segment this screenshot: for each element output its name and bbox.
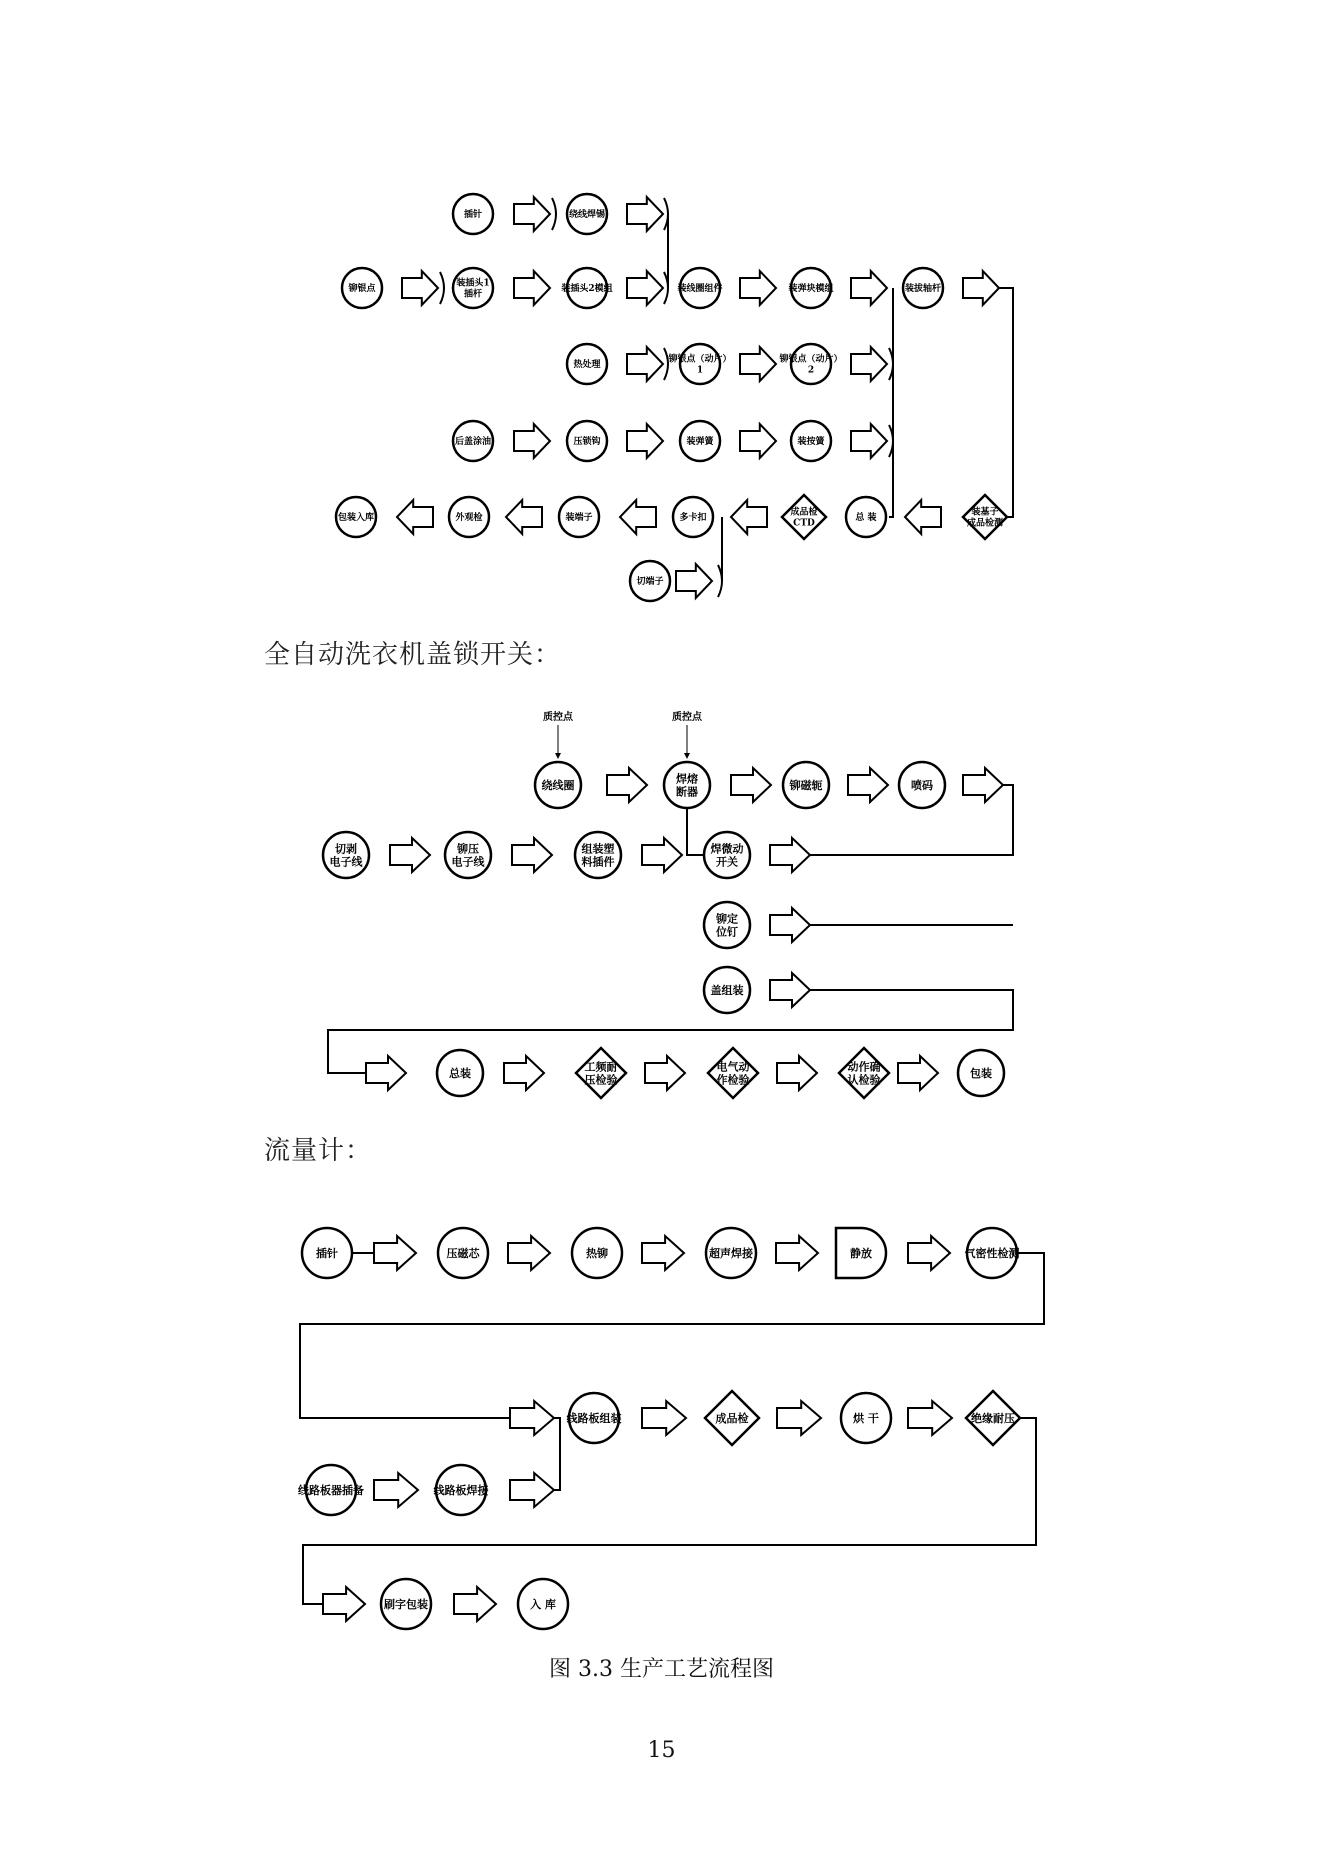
node-label: 装按簧 xyxy=(797,437,825,448)
flow-arrow xyxy=(963,271,999,305)
page-number: 15 xyxy=(647,1738,676,1763)
node-label: 铆银点（动片） xyxy=(779,354,843,365)
flow-arrow xyxy=(776,1236,818,1270)
flow-arrow xyxy=(898,1056,938,1090)
node-label: 开关 xyxy=(716,855,738,869)
flow-arrow xyxy=(642,1401,686,1435)
flow-arrow xyxy=(506,500,542,534)
process-node-k5 xyxy=(958,1050,1004,1096)
flow-arrow xyxy=(514,424,550,458)
flow-arrow xyxy=(848,768,888,802)
node-label: 位钉 xyxy=(716,925,738,939)
node-label: 切端子 xyxy=(636,577,664,588)
process-node-m3 xyxy=(572,1228,622,1278)
process-node-b1 xyxy=(342,268,382,308)
node-label: 电气动 xyxy=(716,1060,750,1074)
process-node-b4 xyxy=(677,268,722,308)
flow-arrow xyxy=(514,271,550,305)
node-label: 超声焊接 xyxy=(709,1246,753,1260)
node-label: 总 装 xyxy=(855,513,877,524)
process-node-q2 xyxy=(518,1579,568,1629)
process-node-k4 xyxy=(839,1048,889,1098)
node-label: 多卡扣 xyxy=(679,513,707,524)
flow-arrow xyxy=(740,424,776,458)
node-label: 断器 xyxy=(676,785,698,799)
flow-arrow xyxy=(777,1401,821,1435)
node-label: CTD xyxy=(793,518,815,529)
process-node-k2 xyxy=(576,1048,626,1098)
process-node-h4 xyxy=(704,832,750,878)
process-node-e2 xyxy=(449,497,489,537)
node-label: 焊熔 xyxy=(676,772,698,786)
process-node-g4 xyxy=(899,762,945,808)
merge-bracket xyxy=(664,348,668,380)
flow-arrow xyxy=(620,500,656,534)
node-label: 压磁芯 xyxy=(446,1246,480,1260)
process-node-e3 xyxy=(559,497,599,537)
node-label: 切剥 xyxy=(335,842,357,856)
flow-arrow xyxy=(374,1473,418,1507)
process-node-e7 xyxy=(963,495,1007,539)
node-label: 成品检 xyxy=(715,1411,749,1425)
flow-arrow xyxy=(770,908,810,942)
flow-arrow xyxy=(323,1587,365,1621)
flow-arrow xyxy=(512,838,552,872)
flow-arrow xyxy=(366,1056,406,1090)
process-node-k1 xyxy=(437,1050,483,1096)
process-node-i1 xyxy=(704,902,750,948)
flow-arrow xyxy=(607,768,647,802)
process-node-h2 xyxy=(445,832,491,878)
flow-arrow xyxy=(397,500,433,534)
flow-arrow xyxy=(390,838,430,872)
node-label: 后盖涂油 xyxy=(454,437,492,448)
node-label: 包装入库 xyxy=(337,513,375,524)
process-node-d3 xyxy=(680,421,720,461)
node-label: 装端子 xyxy=(565,513,593,524)
node-label: 装插头1 xyxy=(456,278,490,289)
flow-arrow xyxy=(905,500,941,534)
node-label: 盖组装 xyxy=(710,983,744,997)
node-label: 2 xyxy=(807,365,815,376)
process-node-b2 xyxy=(453,268,493,308)
merge-bracket xyxy=(440,272,444,304)
node-label: 装线圈组件 xyxy=(677,284,723,295)
node-label: 电子线 xyxy=(329,855,363,869)
node-label: 线路板焊接 xyxy=(433,1483,489,1497)
node-label: 成品检测 xyxy=(966,518,1004,529)
process-node-n4 xyxy=(966,1391,1020,1445)
process-node-e5 xyxy=(782,495,826,539)
flow-arrow xyxy=(676,564,712,598)
node-label: 铆定 xyxy=(716,912,738,926)
node-label: 外观检 xyxy=(455,513,483,524)
flow-arrow xyxy=(504,1056,544,1090)
node-label: 铆银点 xyxy=(348,284,376,295)
flow-arrow xyxy=(508,1236,550,1270)
node-label: 包装 xyxy=(970,1066,992,1080)
process-node-m2 xyxy=(438,1228,488,1278)
process-node-g2 xyxy=(664,762,710,808)
flow-arrow xyxy=(454,1587,496,1621)
node-label: 热铆 xyxy=(586,1246,608,1260)
flow-arrow xyxy=(963,768,1003,802)
figure-caption: 图 3.3 生产工艺流程图 xyxy=(549,1657,774,1682)
node-label: 喷码 xyxy=(911,778,933,792)
section-heading-flowmeter: 流量计： xyxy=(264,1136,373,1166)
process-node-n1 xyxy=(567,1393,622,1443)
process-node-f1 xyxy=(630,561,670,601)
flow-arrow xyxy=(627,347,663,381)
node-label: 绝缘耐压 xyxy=(971,1411,1015,1425)
merge-bracket xyxy=(552,198,556,230)
process-node-c1 xyxy=(567,344,607,384)
process-node-m6 xyxy=(965,1228,1020,1278)
node-label: 装弹块模组 xyxy=(788,284,834,295)
node-label: 动作确 xyxy=(847,1060,881,1074)
process-node-d1 xyxy=(453,421,493,461)
flow-arrow xyxy=(740,271,776,305)
process-node-d4 xyxy=(791,421,831,461)
node-label: 插针 xyxy=(316,1246,338,1260)
flow-arrow xyxy=(510,1473,554,1507)
flow-arrow xyxy=(770,838,810,872)
process-node-n2 xyxy=(705,1391,759,1445)
node-label: 热处理 xyxy=(573,360,601,371)
node-label: 压检验 xyxy=(584,1073,618,1087)
node-label: 铆磁轭 xyxy=(789,778,823,792)
node-label: 成品检 xyxy=(790,507,818,518)
flow-arrow xyxy=(908,1236,950,1270)
node-label: 线路板组装 xyxy=(566,1411,622,1425)
process-node-a2 xyxy=(567,194,607,234)
flow-arrow xyxy=(645,1056,685,1090)
node-label: 压锁钩 xyxy=(573,437,601,448)
process-node-d2 xyxy=(567,421,607,461)
node-label: 铆压 xyxy=(457,842,479,856)
control-point-label: 质控点 xyxy=(543,712,573,723)
flow-arrow xyxy=(731,768,771,802)
node-label: 作检验 xyxy=(716,1073,750,1087)
node-label: 焊微动 xyxy=(710,842,744,856)
process-node-b3 xyxy=(561,268,612,308)
flow-arrow xyxy=(627,271,663,305)
node-label: 总装 xyxy=(449,1066,471,1080)
node-label: 入 库 xyxy=(530,1597,556,1611)
node-label: 1 xyxy=(696,365,704,376)
node-label: 烘 干 xyxy=(853,1411,879,1425)
node-label: 绕线圈 xyxy=(541,778,575,792)
process-node-e6 xyxy=(846,497,886,537)
control-point-label: 质控点 xyxy=(672,712,702,723)
process-node-c2 xyxy=(667,344,731,384)
process-node-p2 xyxy=(434,1465,489,1515)
node-label: 刷字包装 xyxy=(384,1597,428,1611)
process-node-b5 xyxy=(788,268,833,308)
process-node-q1 xyxy=(381,1579,431,1629)
node-label: 线路板器插备 xyxy=(298,1483,364,1497)
process-node-c3 xyxy=(778,344,842,384)
flow-arrow xyxy=(770,973,810,1007)
process-node-g1 xyxy=(535,762,581,808)
node-label: 装拔轴杆 xyxy=(904,284,942,295)
node-label: 插杆 xyxy=(463,289,483,300)
node-label: 组装塑 xyxy=(581,842,615,856)
process-node-p1 xyxy=(298,1465,364,1515)
flow-arrow xyxy=(851,347,887,381)
flow-arrow xyxy=(740,347,776,381)
node-label: 插针 xyxy=(463,210,483,221)
flow-arrow xyxy=(402,271,438,305)
flow-arrow xyxy=(851,424,887,458)
flow-arrow xyxy=(374,1236,416,1270)
process-node-g3 xyxy=(783,762,829,808)
flow-arrow xyxy=(777,1056,817,1090)
flow-arrow xyxy=(731,500,767,534)
flow-arrow xyxy=(642,1236,684,1270)
process-node-a1 xyxy=(453,194,493,234)
flow-arrow xyxy=(510,1401,554,1435)
node-label: 认检验 xyxy=(847,1073,881,1087)
node-label: 电子线 xyxy=(451,855,485,869)
process-node-k3 xyxy=(708,1048,758,1098)
process-node-h3 xyxy=(575,832,621,878)
node-label: 绕线焊锡 xyxy=(568,210,606,221)
process-node-m1 xyxy=(302,1228,352,1278)
section-heading-washer-lock: 全自动洗衣机盖锁开关： xyxy=(264,640,562,670)
node-label: 装弹簧 xyxy=(686,437,714,448)
process-node-m5 xyxy=(836,1228,886,1278)
node-label: 装基子 xyxy=(971,507,999,518)
node-label: 静放 xyxy=(850,1246,872,1260)
process-node-h1 xyxy=(323,832,369,878)
node-label: 料插件 xyxy=(581,855,615,869)
flow-arrow xyxy=(851,271,887,305)
flow-arrow xyxy=(627,197,663,231)
flow-arrow xyxy=(908,1401,952,1435)
node-label: 装插头2模组 xyxy=(561,284,613,295)
process-node-e1 xyxy=(336,497,376,537)
flow-arrow xyxy=(514,197,550,231)
node-label: 工频耐 xyxy=(584,1060,618,1074)
process-node-j1 xyxy=(704,967,750,1013)
flow-arrow xyxy=(642,838,682,872)
flow-arrow xyxy=(627,424,663,458)
process-node-b6 xyxy=(903,268,943,308)
process-node-m4 xyxy=(706,1228,756,1278)
node-label: 气密性检测 xyxy=(964,1246,1020,1260)
process-node-e4 xyxy=(673,497,713,537)
process-node-n3 xyxy=(841,1393,891,1443)
node-label: 铆银点（动片） xyxy=(668,354,732,365)
